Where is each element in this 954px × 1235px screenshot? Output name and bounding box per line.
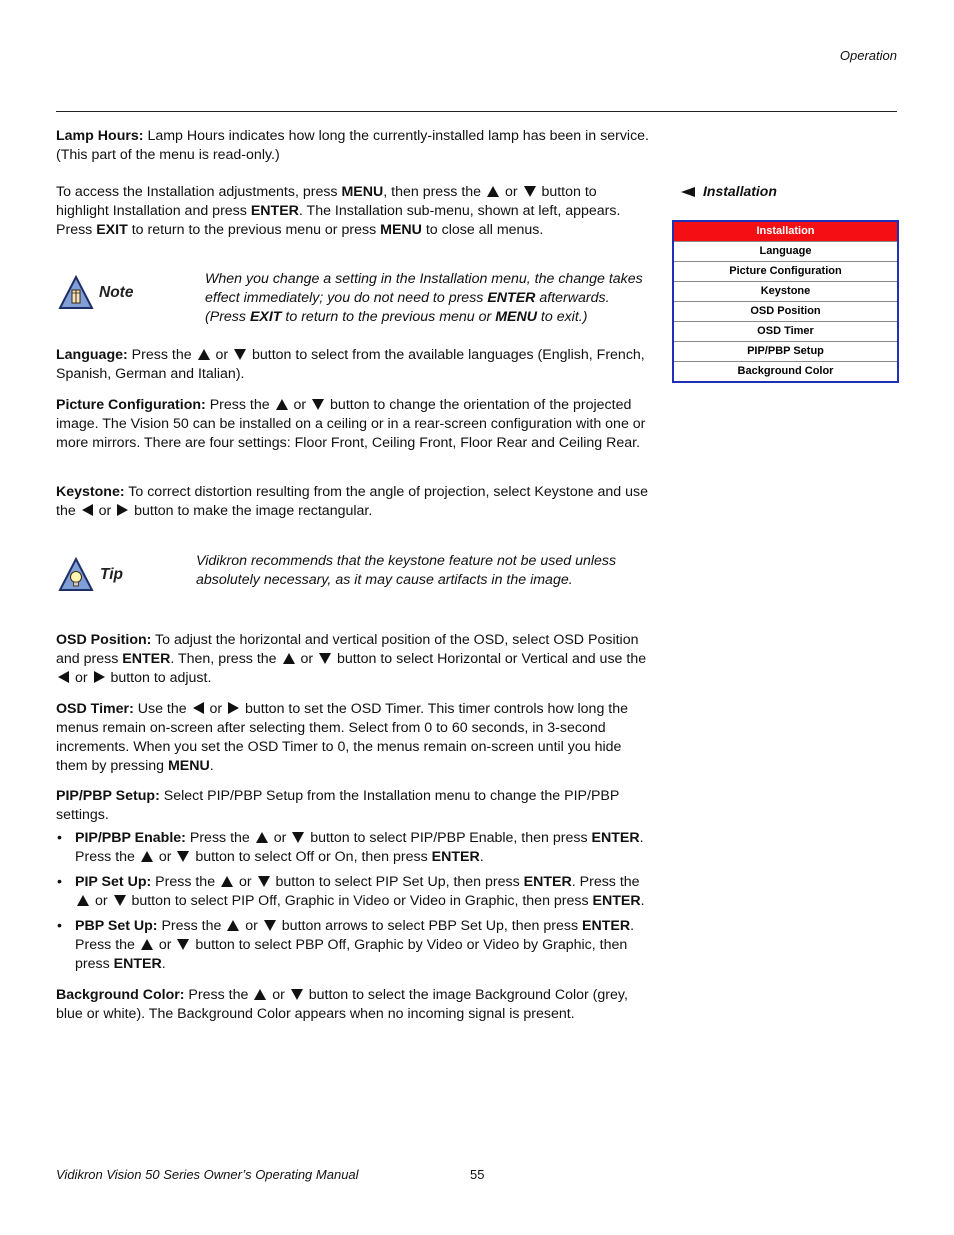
access-paragraph: To access the Installation adjustments, press MENU, then press the or button to highlight Installation and press ENTER. The Installation sub-menu, shown at left, appears. Press EXIT to return to the previous menu or press MENU to close all menus. [56,184,621,238]
language-term: Language: [56,347,128,363]
picture-configuration-term: Picture Configuration: [56,397,206,413]
picture-configuration-paragraph: Picture Configuration: Press the or button to change the orientation of the projected image. The Vision 50 can be installed on a ceiling or in a rear-screen configuration with one or more mirrors. There are four settings: Floor Front, Ceiling Front, Floor Rear and Ceiling Rear. [56,397,646,451]
down-arrow-icon [114,895,126,906]
up-arrow-icon [221,876,233,887]
osd-position-term: OSD Position: [56,632,152,648]
installation-osd-menu [672,220,899,383]
right-arrow-icon [94,671,105,683]
menu-item-keystone[interactable]: Keystone [674,281,897,301]
page-number: 55 [470,1167,485,1182]
footer-manual-title: Vidikron Vision 50 Series Owner’s Operating Manual [56,1167,359,1182]
down-arrow-icon [524,186,536,197]
arrow-left-icon [681,187,695,197]
header-rule [56,111,897,112]
up-arrow-icon [256,832,268,843]
down-arrow-icon [292,832,304,843]
tip-icon [58,557,94,593]
lamp-hours-term: Lamp Hours: [56,128,144,144]
menu-item-pip-pbp-setup[interactable]: PIP/PBP Setup [674,341,897,361]
up-arrow-icon [141,851,153,862]
list-item: • PIP/PBP Enable: Press the or button to select PIP/PBP Enable, then press ENTER. Press the or button to select Off or On, then press ENTER. [56,829,654,867]
up-arrow-icon [487,186,499,197]
note-icon [58,275,94,311]
down-arrow-icon [258,876,270,887]
note-text: When you change a setting in the Installation menu, the change takes effect immediately; you do not need to press ENTER afterwards. (Press EXIT to return to the previous menu or MENU to exit.) [205,271,643,325]
osd-position-paragraph: OSD Position: To adjust the horizontal and vertical position of the OSD, select OSD Position and press ENTER. Then, press the or button to select Horizontal or Vertical and use the or button to adjust. [56,632,647,686]
pip-pbp-setup-paragraph: PIP/PBP Setup: Select PIP/PBP Setup from the Installation menu to change the PIP/PBP settings. [56,788,620,823]
list-item: • PIP Set Up: Press the or button to select PIP Set Up, then press ENTER. Press the or button to select PIP Off, Graphic in Video or Video in Graphic, then press ENTER. [56,873,654,911]
lamp-hours-paragraph: Lamp Hours: Lamp Hours indicates how long the currently-installed lamp has been in service. (This part of the menu is read-only.) [56,128,649,163]
tip-text: Vidikron recommends that the keystone feature not be used unless absolutely necessary, as it may cause artifacts in the image. [196,553,617,588]
menu-item-osd-position[interactable]: OSD Position [674,301,897,321]
down-arrow-icon [177,939,189,950]
tip-label: Tip [100,566,123,583]
up-arrow-icon [254,989,266,1000]
up-arrow-icon [283,653,295,664]
keystone-paragraph: Keystone: To correct distortion resulting from the angle of projection, select Keystone and use the or button to make the image rectangular. [56,484,648,519]
down-arrow-icon [319,653,331,664]
menu-item-background-color[interactable]: Background Color [674,361,897,381]
osd-timer-paragraph: OSD Timer: Use the or button to set the OSD Timer. This timer controls how long the menus remain on-screen after selecting them. Select from 0 to 60 seconds, in 3-second increments. When you set the OSD Timer to 0, the menus remain on-screen until you hide them by pressing MENU. [56,701,628,774]
figure-caption: Installation [679,182,777,201]
osd-timer-term: OSD Timer: [56,701,134,717]
down-arrow-icon [264,920,276,931]
background-color-paragraph: Background Color: Press the or button to select the image Background Color (grey, blue or white). The Background Color appears when no incoming signal is present. [56,987,628,1022]
menu-item-picture-configuration[interactable]: Picture Configuration [674,261,897,281]
language-paragraph: Language: Press the or button to select from the available languages (English, French, Spanish, German and Italian). [56,347,645,382]
menu-item-osd-timer[interactable]: OSD Timer [674,321,897,341]
menu-item-installation[interactable]: Installation [674,222,897,241]
down-arrow-icon [177,851,189,862]
menu-item-language[interactable]: Language [674,241,897,261]
right-arrow-icon [117,504,128,516]
down-arrow-icon [234,349,246,360]
list-item: • PBP Set Up: Press the or button arrows to select PBP Set Up, then press ENTER. Press the or button to select PBP Off, Graphic by Video or Video by Graphic, then press ENTER. [56,917,654,974]
up-arrow-icon [198,349,210,360]
pip-pbp-bullet-list [56,829,654,980]
left-arrow-icon [82,504,93,516]
pip-pbp-setup-term: PIP/PBP Setup: [56,788,160,804]
running-head: Operation [839,48,897,63]
down-arrow-icon [291,989,303,1000]
up-arrow-icon [276,399,288,410]
left-arrow-icon [58,671,69,683]
background-color-term: Background Color: [56,987,185,1003]
up-arrow-icon [227,920,239,931]
down-arrow-icon [312,399,324,410]
keystone-term: Keystone: [56,484,125,500]
up-arrow-icon [77,895,89,906]
note-label: Note [99,284,134,301]
right-arrow-icon [228,702,239,714]
left-arrow-icon [193,702,204,714]
up-arrow-icon [141,939,153,950]
